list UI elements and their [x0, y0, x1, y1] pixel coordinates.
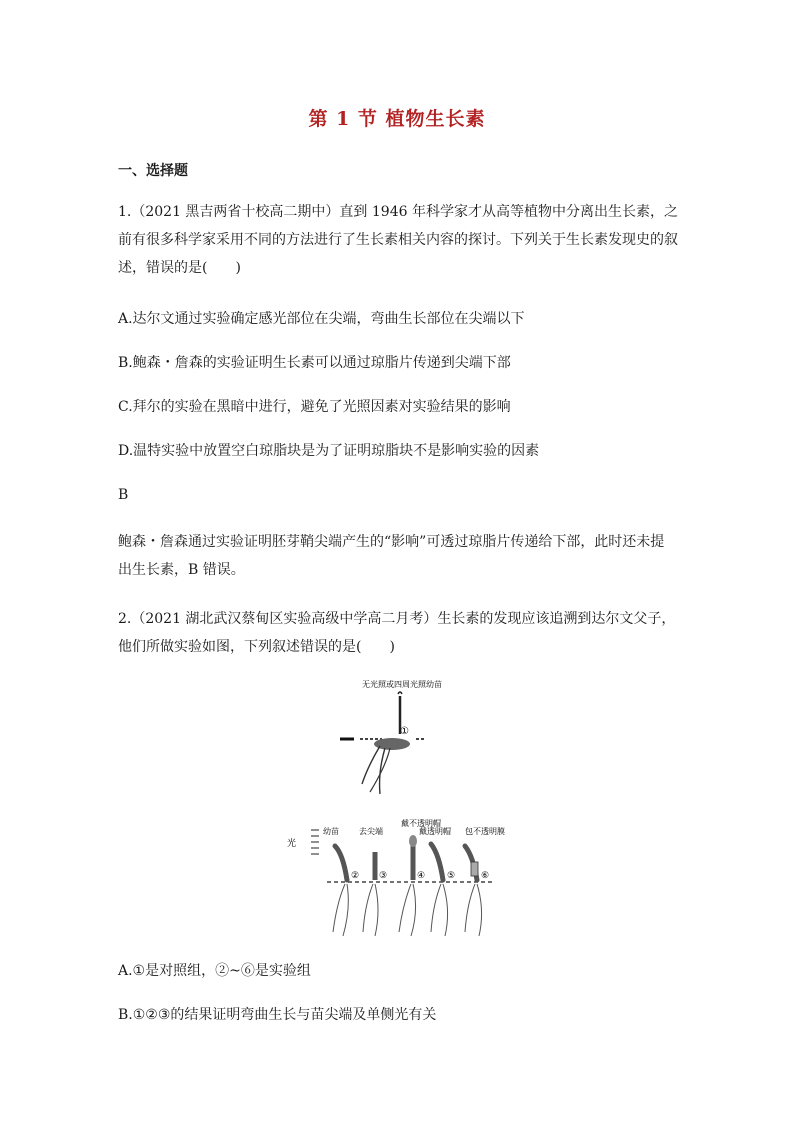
seedling-5 — [431, 844, 443, 880]
question-2-option-a: A.①是对照组，②~⑥是实验组 — [118, 963, 311, 979]
light-arrows — [311, 830, 319, 854]
page-title: 第 1 节 植物生长素 — [308, 108, 486, 130]
question-1-option-d: D.温特实验中放置空白琼脂块是为了证明琼脂块不是影响实验的因素 — [118, 443, 540, 459]
question-2-option-b: B.①②③的结果证明弯曲生长与苗尖端及单侧光有关 — [118, 1007, 437, 1023]
num-4: ④ — [417, 871, 426, 881]
label-opaque-sheath: 包不透明膜 — [465, 827, 505, 836]
label-transparent-cap: 戴透明帽 — [419, 827, 451, 836]
label-opaque-cap: 戴不透明帽 — [401, 819, 441, 828]
question-1-option-c: C.拜尔的实验在黑暗中进行，避免了光照因素对实验结果的影响 — [118, 399, 511, 415]
question-1-answer: B — [118, 487, 129, 503]
light-label: 光 — [287, 839, 297, 849]
num-3: ③ — [379, 871, 388, 881]
question-1-option-b: B.鲍森・詹森的实验证明生长素可以通过琼脂片传递到尖端下部 — [118, 355, 511, 371]
num-6: ⑥ — [481, 871, 490, 881]
section-heading: 一、选择题 — [118, 163, 188, 179]
question-2-stem: 2.（2021 湖北武汉蔡甸区实验高级中学高二月考）生长素的发现应该追溯到达尔文父子，他们所做实验如图，下列叙述错误的是( ) — [118, 611, 676, 655]
question-1-option-a: A.达尔文通过实验确定感光部位在尖端，弯曲生长部位在尖端以下 — [118, 311, 525, 327]
figure-2-experiments — [285, 812, 505, 940]
opaque-cap-shape — [409, 835, 417, 847]
num-2: ② — [351, 871, 360, 881]
label-seedling: 幼苗 — [323, 827, 339, 836]
question-1-stem: 1.（2021 黑吉两省十校高二期中）直到 1946 年科学家才从高等植物中分离出生长素，之前有很多科学家采用不同的方法进行了生长素相关内容的探讨。下列关于生长素发现史的叙述，错误的是( ) — [118, 204, 678, 276]
opaque-sheath-shape — [471, 862, 478, 876]
figure-1-label: 无光照或四周光照幼苗 — [362, 680, 442, 689]
label-tip-removed: 去尖端 — [359, 827, 383, 836]
roots — [333, 884, 482, 936]
seedling-2 — [335, 846, 347, 880]
question-1-explanation: 鲍森・詹森通过实验证明胚芽鞘尖端产生的“影响”可透过琼脂片传递给下部，此时还未提出生长素，B 错误。 — [118, 534, 665, 578]
num-5: ⑤ — [447, 871, 456, 881]
figure-1-seedling — [340, 676, 480, 801]
figure-1-number: ① — [400, 726, 409, 737]
